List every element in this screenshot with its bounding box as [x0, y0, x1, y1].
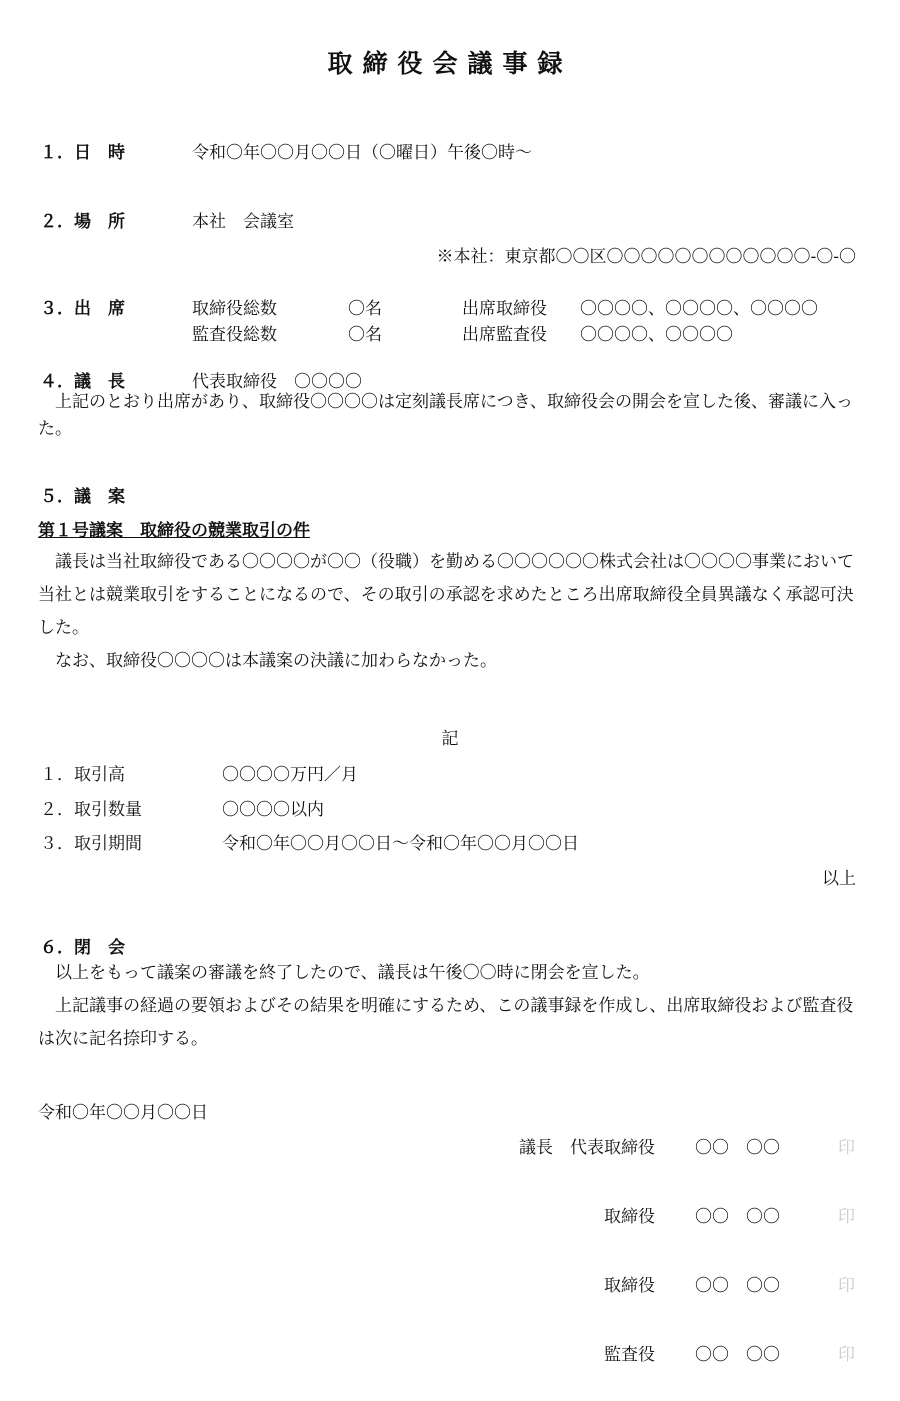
- section-place-label: ２．場 所: [40, 212, 125, 232]
- signature-name: 〇〇 〇〇: [695, 1138, 780, 1158]
- section-datetime-label: １．日 時: [40, 143, 125, 163]
- item-2-value: 〇〇〇〇以内: [222, 800, 324, 820]
- datetime-value: 令和〇年〇〇月〇〇日（〇曜日）午後〇時～: [192, 143, 532, 163]
- seal-mark: 印: [838, 1345, 855, 1365]
- auditors-total-label: 監査役総数: [192, 325, 277, 345]
- auditors-present: 〇〇〇〇、〇〇〇〇: [580, 325, 733, 345]
- agenda-paragraph: [38, 546, 862, 678]
- section-agenda-label: ５．議 案: [40, 487, 125, 507]
- closing-paragraph-2: 上記議事の経過の要領およびその結果を明確にするため、この議事録を作成し、出席取締役および監査役は次に記名捺印する。: [38, 996, 854, 1049]
- closing-paragraph-1: 以上をもって議案の審議を終了したので、議長は午後〇〇時に閉会を宣した。: [55, 963, 650, 983]
- end-mark: 以上: [822, 869, 856, 889]
- item-1-value: 〇〇〇〇万円／月: [222, 765, 358, 785]
- signature-role: 監査役: [604, 1345, 655, 1365]
- item-1-label: １．取引高: [40, 765, 125, 785]
- place-value: 本社 会議室: [192, 212, 294, 232]
- seal-mark: 印: [838, 1138, 855, 1158]
- chair-paragraph-text: 上記のとおり出席があり、取締役〇〇〇〇は定刻議長席につき、取締役会の開会を宣した後、審議に入った。: [38, 392, 853, 439]
- item-3-value: 令和〇年〇〇月〇〇日～令和〇年〇〇月〇〇日: [222, 834, 579, 854]
- item-2-label: ２．取引数量: [40, 800, 142, 820]
- chair-value: 代表取締役 〇〇〇〇: [192, 372, 362, 392]
- seal-mark: 印: [838, 1276, 855, 1296]
- signature-name: 〇〇 〇〇: [695, 1276, 780, 1296]
- signature-role: 議長 代表取締役: [519, 1138, 655, 1158]
- auditors-present-label: 出席監査役: [462, 325, 547, 345]
- directors-present: 〇〇〇〇、〇〇〇〇、〇〇〇〇: [580, 299, 818, 319]
- agenda-subtitle: 第１号議案 取締役の競業取引の件: [38, 521, 310, 541]
- signature-role: 取締役: [604, 1276, 655, 1296]
- directors-total: 〇名: [348, 299, 382, 319]
- directors-present-label: 出席取締役: [462, 299, 547, 319]
- directors-total-label: 取締役総数: [192, 299, 277, 319]
- document-title: 取締役会議事録: [327, 49, 573, 78]
- document-date: 令和〇年〇〇月〇〇日: [38, 1103, 208, 1123]
- chair-paragraph: [38, 389, 862, 443]
- item-3-label: ３．取引期間: [40, 834, 142, 854]
- closing-paragraph: [38, 957, 862, 1056]
- signature-role: 取締役: [604, 1207, 655, 1227]
- auditors-total: 〇名: [348, 325, 382, 345]
- ki-heading: 記: [441, 729, 459, 749]
- address-note: ※本社：東京都〇〇区〇〇〇〇〇〇〇〇〇〇〇〇-〇-〇: [436, 247, 856, 267]
- seal-mark: 印: [838, 1207, 855, 1227]
- section-attendance-label: ３．出 席: [40, 299, 125, 319]
- signature-name: 〇〇 〇〇: [695, 1207, 780, 1227]
- section-chair-label: ４．議 長: [40, 372, 125, 392]
- agenda-paragraph-2: なお、取締役〇〇〇〇は本議案の決議に加わらなかった。: [55, 651, 497, 671]
- agenda-paragraph-1: 議長は当社取締役である〇〇〇〇が〇〇（役職）を勤める〇〇〇〇〇〇株式会社は〇〇〇〇事業において当社とは競業取引をすることになるので、その取引の承認を求めたところ出席取締役全員異議なく承認可決した。: [38, 552, 854, 638]
- signature-name: 〇〇 〇〇: [695, 1345, 780, 1365]
- section-closing-label: ６．閉 会: [40, 938, 125, 958]
